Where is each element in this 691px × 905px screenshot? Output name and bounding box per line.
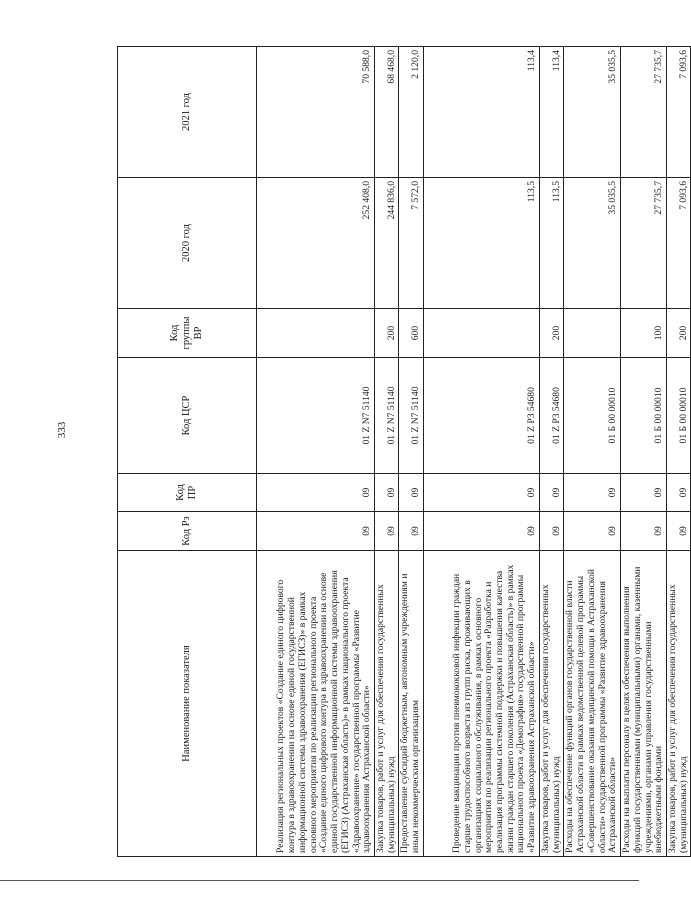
header-vr: Код группы ВР (118, 309, 257, 358)
row-rz: 09 (667, 512, 691, 551)
row-rz: 09 (621, 512, 667, 551)
rotated-table-sheet (117, 47, 689, 857)
header-csr: Код ЦСР (118, 358, 257, 474)
row-rz: 09 (399, 512, 423, 551)
row-rz: 09 (564, 512, 621, 551)
row-name: Закупка товаров, работ и услуг для обеспечения государственных (муниципальных) нужд (539, 551, 563, 857)
table-row (621, 47, 667, 857)
page-number: 333 (56, 421, 68, 439)
row-2020: 27 735,7 (621, 178, 667, 309)
row-2021: 7 093,6 (667, 47, 691, 178)
table-row (539, 47, 563, 857)
header-rz: Код Рз (118, 512, 257, 551)
table-header-row (118, 47, 257, 857)
row-2021: 27 735,7 (621, 47, 667, 178)
row-name: Расходы на выплаты персоналу в целях обеспечения выполнения функций государственными (муниципальными) органами, казенными учреждениями, органами управления государственными внебюджетными фондами (621, 551, 667, 857)
row-pr: 09 (667, 474, 691, 512)
table-row (564, 47, 621, 857)
row-2021: 2 120,0 (399, 47, 423, 178)
row-2020: 113,5 (423, 178, 539, 309)
row-pr: 09 (257, 474, 375, 512)
row-2020: 252 408,0 (257, 178, 375, 309)
row-vr (423, 309, 539, 358)
row-rz: 09 (257, 512, 375, 551)
row-2020: 35 035,5 (564, 178, 621, 309)
row-rz: 09 (539, 512, 563, 551)
row-name: Закупка товаров, работ и услуг для обеспечения государственных (муниципальных) нужд (375, 551, 399, 857)
header-pr: Код ПР (118, 474, 257, 512)
table-row (423, 47, 539, 857)
row-csr: 01 Z P3 54680 (539, 358, 563, 474)
row-csr: 01 Б 00 00010 (667, 358, 691, 474)
row-vr (257, 309, 375, 358)
row-vr: 200 (539, 309, 563, 358)
table-row (375, 47, 399, 857)
row-2021: 113,4 (423, 47, 539, 178)
header-2021: 2021 год (118, 47, 257, 178)
row-vr: 600 (399, 309, 423, 358)
row-pr: 09 (564, 474, 621, 512)
row-2020: 113,5 (539, 178, 563, 309)
row-csr: 01 Б 00 00010 (621, 358, 667, 474)
row-pr: 09 (375, 474, 399, 512)
row-rz: 09 (375, 512, 399, 551)
row-2021: 35 035,5 (564, 47, 621, 178)
table-row (257, 47, 375, 857)
row-rz: 09 (423, 512, 539, 551)
row-name: Расходы на обеспечение функций органов государственной власти Астраханской области в рамках ведомственной целевой программы «Совершенствование оказания медицинской помощи в Астраханской области» государственной программы «Развитие здравоохранения Астраханской области» (564, 551, 621, 857)
row-name: Закупка товаров, работ и услуг для обеспечения государственных (муниципальных) нужд (667, 551, 691, 857)
row-csr: 01 Z N7 51140 (375, 358, 399, 474)
row-2020: 244 836,0 (375, 178, 399, 309)
row-vr: 200 (667, 309, 691, 358)
row-2020: 7 572,0 (399, 178, 423, 309)
row-2021: 68 468,0 (375, 47, 399, 178)
row-name: Предоставление субсидий бюджетным, автономным учреждениям и иным некоммерческим организациям (399, 551, 423, 857)
row-csr: 01 Z N7 51140 (399, 358, 423, 474)
table-row (667, 47, 691, 857)
row-2020: 7 093,6 (667, 178, 691, 309)
row-csr: 01 Б 00 00010 (564, 358, 621, 474)
row-pr: 09 (539, 474, 563, 512)
row-vr: 200 (375, 309, 399, 358)
row-name: Проведение вакцинации против пневмококковой инфекции граждан старше трудоспособного возраста из групп риска, проживающих в организациях социального обслуживания, в рамках основного мероприятия по реализации регионального проекта «Разработка и реализация программы системной поддержки и повышения качества жизни граждан старшего поколения (Астраханская область)» в рамках национального проекта «Демография» государственной программы «Развитие здравоохранения Астраханской области» (423, 551, 539, 857)
row-2021: 70 588,0 (257, 47, 375, 178)
row-vr: 100 (621, 309, 667, 358)
row-pr: 09 (621, 474, 667, 512)
row-csr: 01 Z P3 54680 (423, 358, 539, 474)
table-row (399, 47, 423, 857)
row-pr: 09 (423, 474, 539, 512)
budget-table (117, 46, 691, 857)
header-2020: 2020 год (118, 178, 257, 309)
row-csr: 01 Z N7 51140 (257, 358, 375, 474)
row-vr (564, 309, 621, 358)
bottom-divider (0, 880, 639, 881)
header-name: Наименование показателя (118, 551, 257, 857)
row-2021: 113,4 (539, 47, 563, 178)
row-name: Реализация региональных проектов «Создание единого цифрового контура в здравоохранении на основе единой государственной информационной системы здравоохранения (ЕГИСЗ)» в рамках основного мероприятия по реализации регионального проекта «Создание единого цифрового контура в здравоохранении на основе единой государственной информационной системы здравоохранения (ЕГИСЗ) (Астраханская область)» в рамках национального проекта «Здравоохранение» государственной программы «Развитие здравоохранения Астраханской области» (257, 551, 375, 857)
row-pr: 09 (399, 474, 423, 512)
